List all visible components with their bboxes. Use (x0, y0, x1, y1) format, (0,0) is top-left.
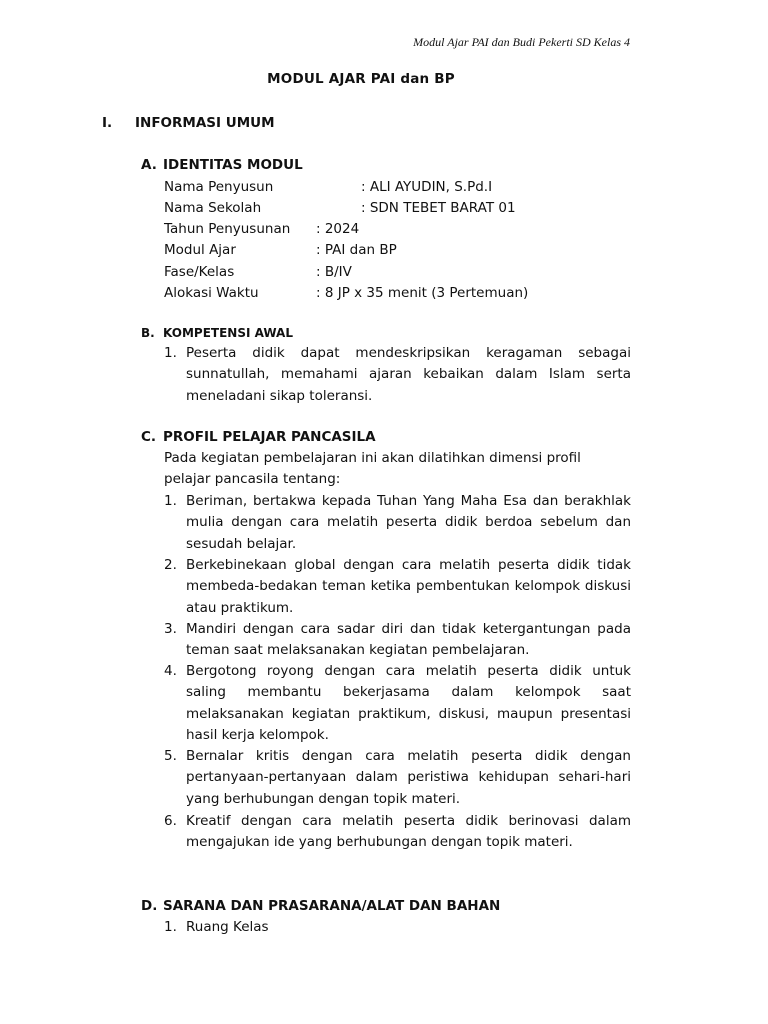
list-item: 6. Kreatif dengan cara melatih peserta didik berinovasi dalam mengajukan ide yang berhubungan dengan topik materi. (164, 813, 631, 851)
running-header: Modul Ajar PAI dan Budi Pekerti SD Kelas 4 (413, 35, 630, 49)
heading-identitas-modul: A. IDENTITAS MODUL (141, 157, 303, 173)
list-item: 4. Bergotong royong dengan cara melatih peserta didik untuk saling membantu bekerjasama dalam kelompok saat melaksanakan kegiatan praktikum, diskusi, maupun presentasi hasil kerja kelompok. (164, 663, 631, 743)
document-title: MODUL AJAR PAI dan BP (267, 71, 455, 87)
list-item: 5. Bernalar kritis dengan cara melatih peserta didik dengan pertanyaan-pertanyaan dalam peristiwa kehidupan sehari-hari yang berhubungan dengan topik materi. (164, 748, 631, 807)
identitas-row: Modul Ajar : PAI dan BP (164, 242, 397, 258)
list-item: 1. Beriman, bertakwa kepada Tuhan Yang Maha Esa dan berakhlak mulia dengan cara melatih peserta didik berdoa sebelum dan sesudah belajar. (164, 493, 631, 552)
identitas-row: Nama Penyusun : ALI AYUDIN, S.Pd.I (164, 179, 493, 195)
heading-profil-pelajar-pancasila: C. PROFIL PELAJAR PANCASILA (141, 429, 376, 445)
identitas-row: Tahun Penyusunan : 2024 (164, 221, 360, 237)
section-informasi-umum (102, 115, 275, 131)
identitas-row: Alokasi Waktu : 8 JP x 35 menit (3 Pertemuan) (164, 285, 529, 301)
section-label: INFORMASI UMUM (135, 115, 275, 131)
list-item: 1. Peserta didik dapat mendeskripsikan keragaman sebagai sunnatullah, memahami ajaran kebaikan dalam Islam serta meneladani sikap toleransi. (164, 345, 631, 404)
profil-intro: Pada kegiatan pembelajaran ini akan dilatihkan dimensi profil pelajar pancasila tentang: (164, 450, 581, 488)
identitas-row: Nama Sekolah : SDN TEBET BARAT 01 (164, 200, 516, 216)
list-item: 2. Berkebinekaan global dengan cara melatih peserta didik tidak membeda-bedakan teman ketika pembentukan kelompok diskusi atau praktikum. (164, 557, 631, 616)
heading-kompetensi-awal: B. KOMPETENSI AWAL (141, 326, 293, 340)
list-item: 1. Ruang Kelas (164, 919, 269, 935)
heading-sarana-prasarana: D. SARANA DAN PRASARANA/ALAT DAN BAHAN (141, 898, 501, 914)
identitas-row: Fase/Kelas : B/IV (164, 264, 352, 280)
section-number: I. (102, 115, 113, 131)
list-item: 3. Mandiri dengan cara sadar diri dan tidak ketergantungan pada teman saat melaksanakan kegiatan pembelajaran. (164, 621, 631, 659)
